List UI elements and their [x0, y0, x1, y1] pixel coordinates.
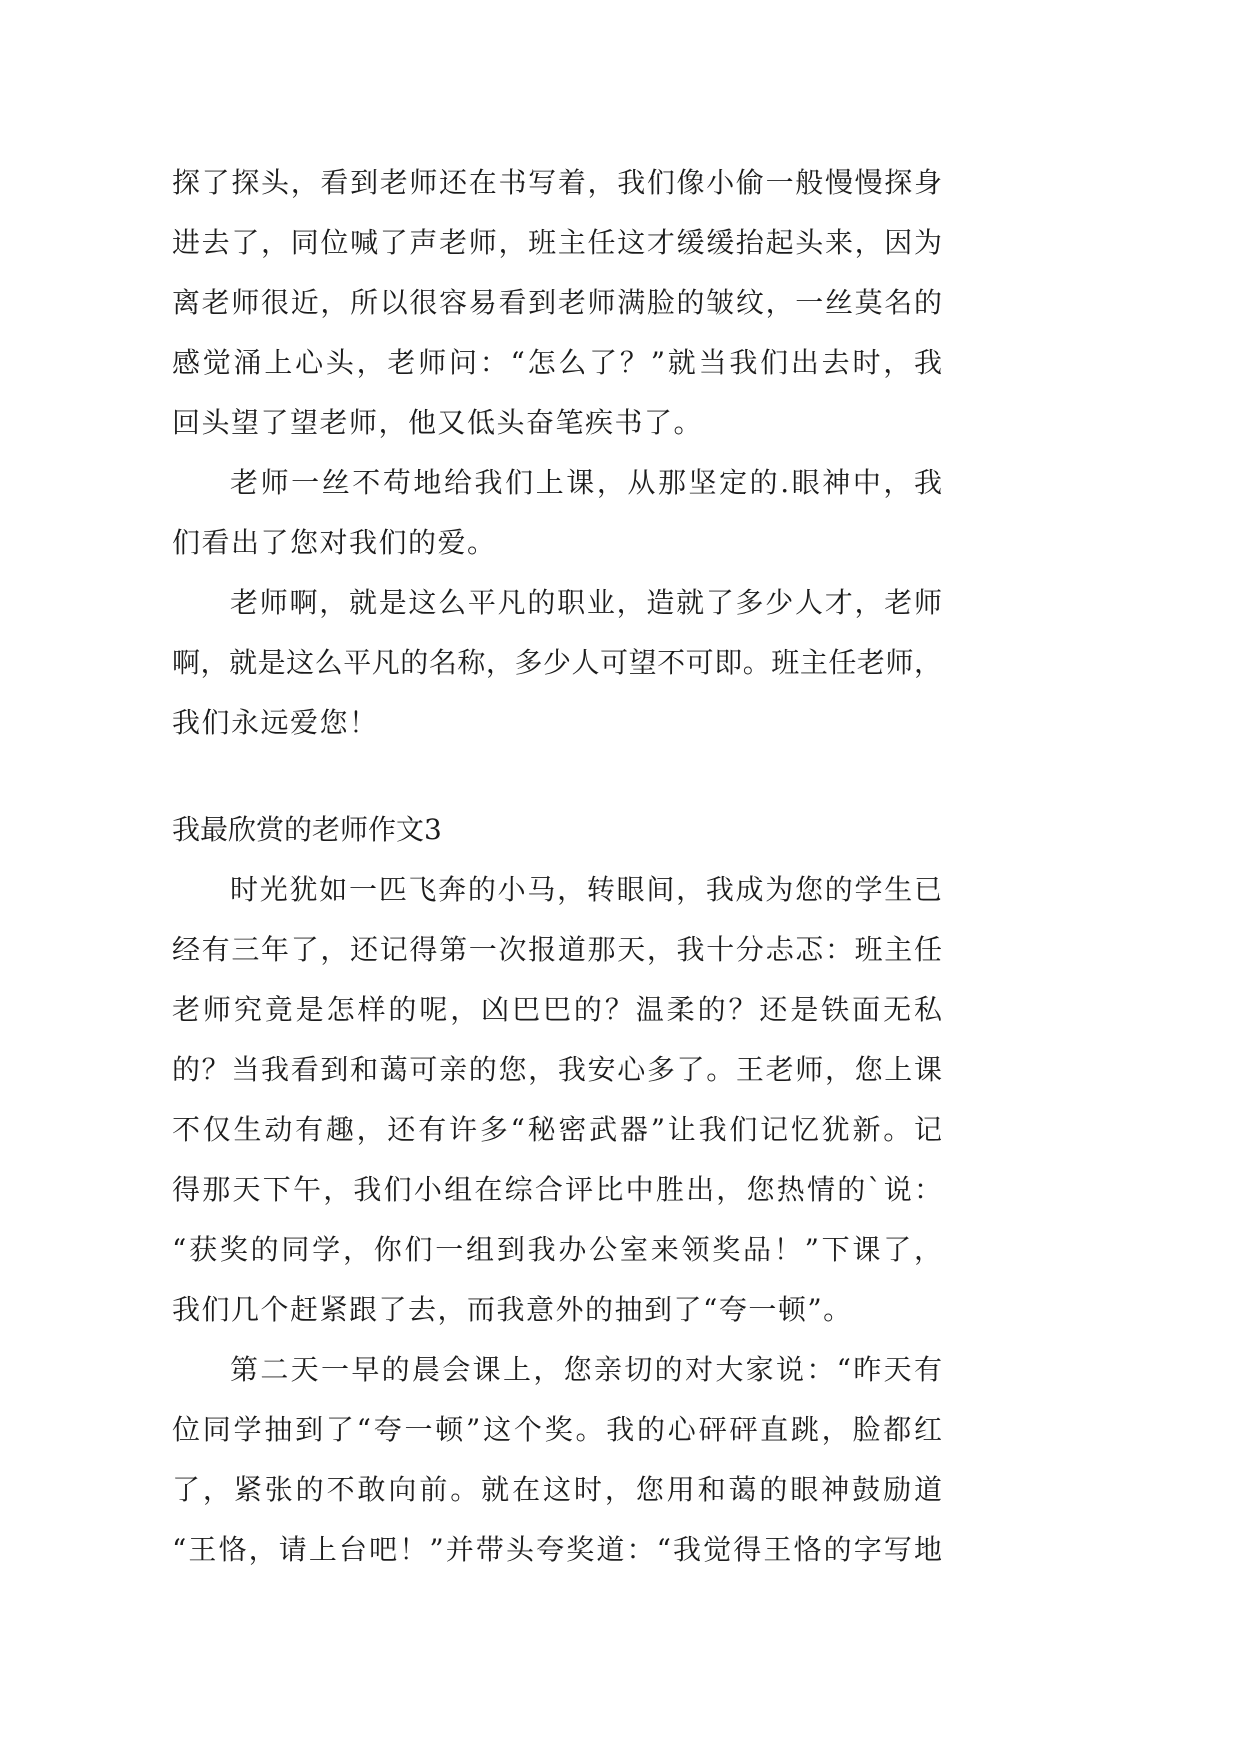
text-line: 我们永远爱您！: [172, 706, 379, 739]
document-body: [172, 153, 942, 1580]
paragraph: [172, 860, 942, 1340]
text-line: 不仅生动有趣，还有许多“秘密武器”让我们记忆犹新。记: [172, 1113, 942, 1146]
text-line: 们看出了您对我们的爱。: [172, 526, 497, 559]
text-line: 老师究竟是怎样的呢，凶巴巴的？温柔的？还是铁面无私: [172, 993, 942, 1026]
text-line: 探了探头，看到老师还在书写着，我们像小偷一般慢慢探身: [172, 166, 942, 199]
paragraph: [172, 453, 942, 573]
text-line: 感觉涌上心头，老师问：“怎么了？”就当我们出去时，我: [172, 346, 942, 379]
text-line: 老师一丝不苟地给我们上课，从那坚定的.眼神中，我: [230, 466, 942, 499]
text-line: 得那天下午，我们小组在综合评比中胜出，您热情的`说：: [172, 1173, 942, 1206]
text-line: “王恪，请上台吧！”并带头夸奖道：“我觉得王恪的字写地: [172, 1533, 942, 1566]
text-line: 第二天一早的晨会课上，您亲切的对大家说：“昨天有: [230, 1353, 942, 1386]
text-line: 时光犹如一匹飞奔的小马，转眼间，我成为您的学生已: [230, 873, 942, 906]
text-line: “获奖的同学，你们一组到我办公室来领奖品！”下课了，: [172, 1233, 942, 1266]
text-line: 了，紧张的不敢向前。就在这时，您用和蔼的眼神鼓励道: [172, 1473, 942, 1506]
section-heading: 我最欣赏的老师作文3: [172, 813, 442, 846]
text-line: 老师啊，就是这么平凡的职业，造就了多少人才，老师: [230, 586, 942, 619]
text-line: 的？当我看到和蔼可亲的您，我安心多了。王老师，您上课: [172, 1053, 942, 1086]
text-line: 经有三年了，还记得第一次报道那天，我十分忐忑：班主任: [172, 933, 942, 966]
text-line: 我们几个赶紧跟了去，而我意外的抽到了“夸一顿”。: [172, 1293, 853, 1326]
paragraph: [172, 573, 942, 753]
paragraph: [172, 153, 942, 453]
text-line: 啊，就是这么平凡的名称，多少人可望不可即。班主任老师，: [172, 646, 942, 679]
text-line: 回头望了望老师，他又低头奋笔疾书了。: [172, 406, 704, 439]
text-line: 进去了，同位喊了声老师，班主任这才缓缓抬起头来，因为: [172, 226, 942, 259]
paragraph: [172, 1340, 942, 1580]
text-line: 离老师很近，所以很容易看到老师满脸的皱纹，一丝莫名的: [172, 286, 942, 319]
text-line: 位同学抽到了“夸一顿”这个奖。我的心砰砰直跳，脸都红: [172, 1413, 942, 1446]
